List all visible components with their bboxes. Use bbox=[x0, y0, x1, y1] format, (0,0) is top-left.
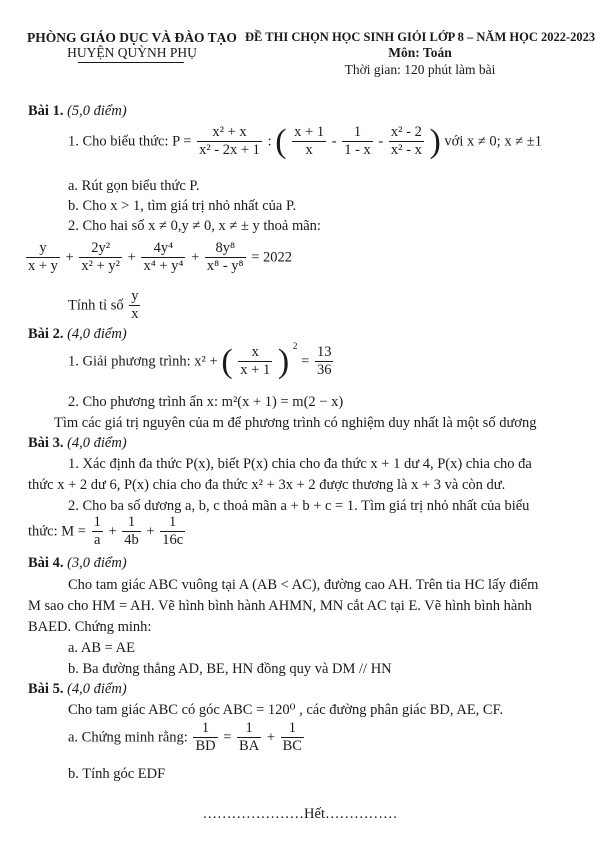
part-a-label: a. Chứng minh rằng: bbox=[68, 729, 188, 746]
problem-2-title: Bài 2. bbox=[28, 326, 64, 342]
ratio-fraction: $\frac{y}{x}$ bbox=[131, 288, 139, 323]
problem-1-points: (5,0 điểm) bbox=[67, 103, 127, 119]
problem-4-line-2: M sao cho HM = AH. Vẽ hình bình hành AHMN, MN cắt AC tại E. Vẽ hình bình hành bbox=[28, 598, 532, 614]
problem-5-heading bbox=[28, 681, 127, 698]
problem-2-points: (4,0 điểm) bbox=[67, 326, 127, 342]
p-fraction-4: $\frac{\text{x² - 2}}{\text{x² - x}}$ bbox=[390, 124, 422, 159]
problem-1-heading bbox=[28, 103, 127, 120]
problem-4-points: (3,0 điểm) bbox=[67, 555, 127, 571]
problem-5-part-b: b. Tính góc EDF bbox=[68, 766, 166, 782]
problem-1-equation: $\frac{y}{x + y}$ + $\frac{\text{2y²}}{\text{x² + y²}}$ + $\frac{\text{4y⁴}}{\text{x⁴ + y⁴}}$ + $\frac{\text{8y⁸}}{\text{x⁸ - y⁸}}$ = 2022 bbox=[28, 240, 293, 275]
bd-fraction: $\frac{1}{BD}$ bbox=[195, 720, 216, 755]
district-name: HUYỆN QUỲNH PHỤ bbox=[67, 45, 197, 60]
problem-2-equation-1: 1. Giải phương trình: x² + ( $\frac{x}{x + 1}$ ) $^2$ = $\frac{13}{36}$ bbox=[68, 342, 332, 380]
problem-1-question-2: 2. Cho hai số x ≠ 0,y ≠ 0, x ≠ ± y thoả mãn: bbox=[68, 218, 321, 234]
equation-label: 1. Giải phương trình: bbox=[68, 353, 191, 370]
p-fraction-1: $\frac{\text{x² + x}}{\text{x² - 2x + 1}}$ bbox=[199, 124, 260, 159]
problem-3-m-expression: thức: M = $\frac{1}{a}$ + $\frac{1}{4b}$ + $\frac{1}{16c}$ bbox=[28, 514, 184, 549]
problem-3-heading bbox=[28, 435, 127, 452]
p-fraction-2: $\frac{x + 1}{x}$ bbox=[294, 124, 325, 159]
problem-5-part-a: a. Chứng minh rằng: $\frac{1}{BD}$ = $\frac{1}{BA}$ + $\frac{1}{BC}$ bbox=[68, 720, 302, 755]
m-fraction-3: $\frac{1}{16c}$ bbox=[162, 514, 184, 549]
problem-4-part-b: b. Ba đường thẳng AD, BE, HN đồng quy và DM // HN bbox=[68, 661, 392, 677]
problem-3-title: Bài 3. bbox=[28, 435, 64, 451]
rhs-fraction: $\frac{13}{36}$ bbox=[316, 344, 332, 379]
eq-rhs: = 2022 bbox=[251, 249, 293, 266]
m-fraction-1: $\frac{1}{a}$ bbox=[93, 514, 101, 549]
inner-fraction: $\frac{x}{x + 1}$ bbox=[240, 344, 271, 379]
exam-subject: Môn: Toán bbox=[388, 45, 452, 60]
problem-2-ask: Tìm các giá trị nguyên của m để phương trình có nghiệm duy nhất là một số dương bbox=[54, 415, 537, 431]
problem-1-title: Bài 1. bbox=[28, 103, 64, 119]
problem-1-part-a: a. Rút gọn biểu thức P. bbox=[68, 178, 200, 194]
problem-4-line-3: BAED. Chứng minh: bbox=[28, 619, 152, 635]
eq-fraction-2: $\frac{\text{2y²}}{\text{x² + y²}}$ bbox=[81, 240, 120, 275]
ba-fraction: $\frac{1}{BA}$ bbox=[239, 720, 260, 755]
problem-1-ratio bbox=[68, 288, 142, 324]
problem-2-question-2: 2. Cho phương trình ẩn x: m²(x + 1) = m(2 − x) bbox=[68, 394, 344, 410]
problem-1-part-b: b. Cho x > 1, tìm giá trị nhỏ nhất của P. bbox=[68, 198, 297, 214]
problem-4-title: Bài 4. bbox=[28, 555, 64, 571]
problem-4-line-1: Cho tam giác ABC vuông tại A (AB < AC), đường cao AH. Trên tia HC lấy điểm bbox=[68, 577, 539, 593]
bc-fraction: $\frac{1}{BC}$ bbox=[282, 720, 302, 755]
problem-2-heading bbox=[28, 326, 127, 343]
problem-1-expression: 1. Cho biểu thức: P = $\frac{\text{x² + x}}{\text{x² - 2x + 1}}$ : ( $\frac{x + 1}{x}$ - $\frac{1}{1 - x}$ - $\frac{\text{x² - 2}}{\text{x² - x}}$ ) với x ≠ 0; x ≠ ±1 bbox=[68, 122, 543, 160]
problem-3-q2-line-1: 2. Cho ba số dương a, b, c thoả mãn a + b + c = 1. Tìm giá trị nhỏ nhất của biểu bbox=[68, 498, 530, 514]
exam-title: ĐỀ THI CHỌN HỌC SINH GIỎI LỚP 8 – NĂM HỌC 2022-2023 bbox=[245, 30, 596, 44]
close-paren: ) bbox=[429, 122, 441, 160]
eq-fraction-3: $\frac{\text{4y⁴}}{\text{x⁴ + y⁴}}$ bbox=[143, 240, 184, 275]
problem-5-points: (4,0 điểm) bbox=[67, 681, 127, 697]
department-name: PHÒNG GIÁO DỤC VÀ ĐÀO TẠO bbox=[27, 30, 237, 45]
p-expression-label: 1. Cho biểu thức: P = bbox=[68, 133, 192, 150]
problem-3-q1-line-1: 1. Xác định đa thức P(x), biết P(x) chia cho đa thức x + 1 dư 4, P(x) chia cho đa bbox=[68, 456, 532, 472]
eq-fraction-1: $\frac{y}{x + y}$ bbox=[28, 240, 58, 275]
problem-4-part-a: a. AB = AE bbox=[68, 640, 135, 656]
p-fraction-3: $\frac{1}{1 - x}$ bbox=[344, 124, 371, 159]
close-paren: ) bbox=[277, 342, 290, 380]
open-paren: ( bbox=[221, 342, 233, 380]
header-underline bbox=[78, 62, 184, 63]
problem-4-heading bbox=[28, 555, 127, 572]
problem-3-points: (4,0 điểm) bbox=[67, 435, 127, 451]
end-marker: …………………Hết…………… bbox=[202, 806, 398, 822]
ratio-label: Tính tỉ số bbox=[68, 297, 124, 314]
problem-5-line-1: Cho tam giác ABC có góc ABC = 120⁰ , các đường phân giác BD, AE, CF. bbox=[68, 702, 504, 718]
m-fraction-2: $\frac{1}{4b}$ bbox=[124, 514, 139, 549]
problem-5-title: Bài 5. bbox=[28, 681, 64, 697]
p-condition: với x ≠ 0; x ≠ ±1 bbox=[444, 133, 543, 150]
exam-time: Thời gian: 120 phút làm bài bbox=[344, 62, 496, 77]
eq-fraction-4: $\frac{\text{8y⁸}}{\text{x⁸ - y⁸}}$ bbox=[206, 240, 244, 275]
problem-3-q1-line-2: thức x + 2 dư 6, P(x) chia cho đa thức x² + 3x + 2 được thương là x + 3 và còn dư. bbox=[28, 477, 506, 493]
m-label: thức: M = bbox=[28, 523, 86, 540]
open-paren: ( bbox=[275, 122, 287, 160]
